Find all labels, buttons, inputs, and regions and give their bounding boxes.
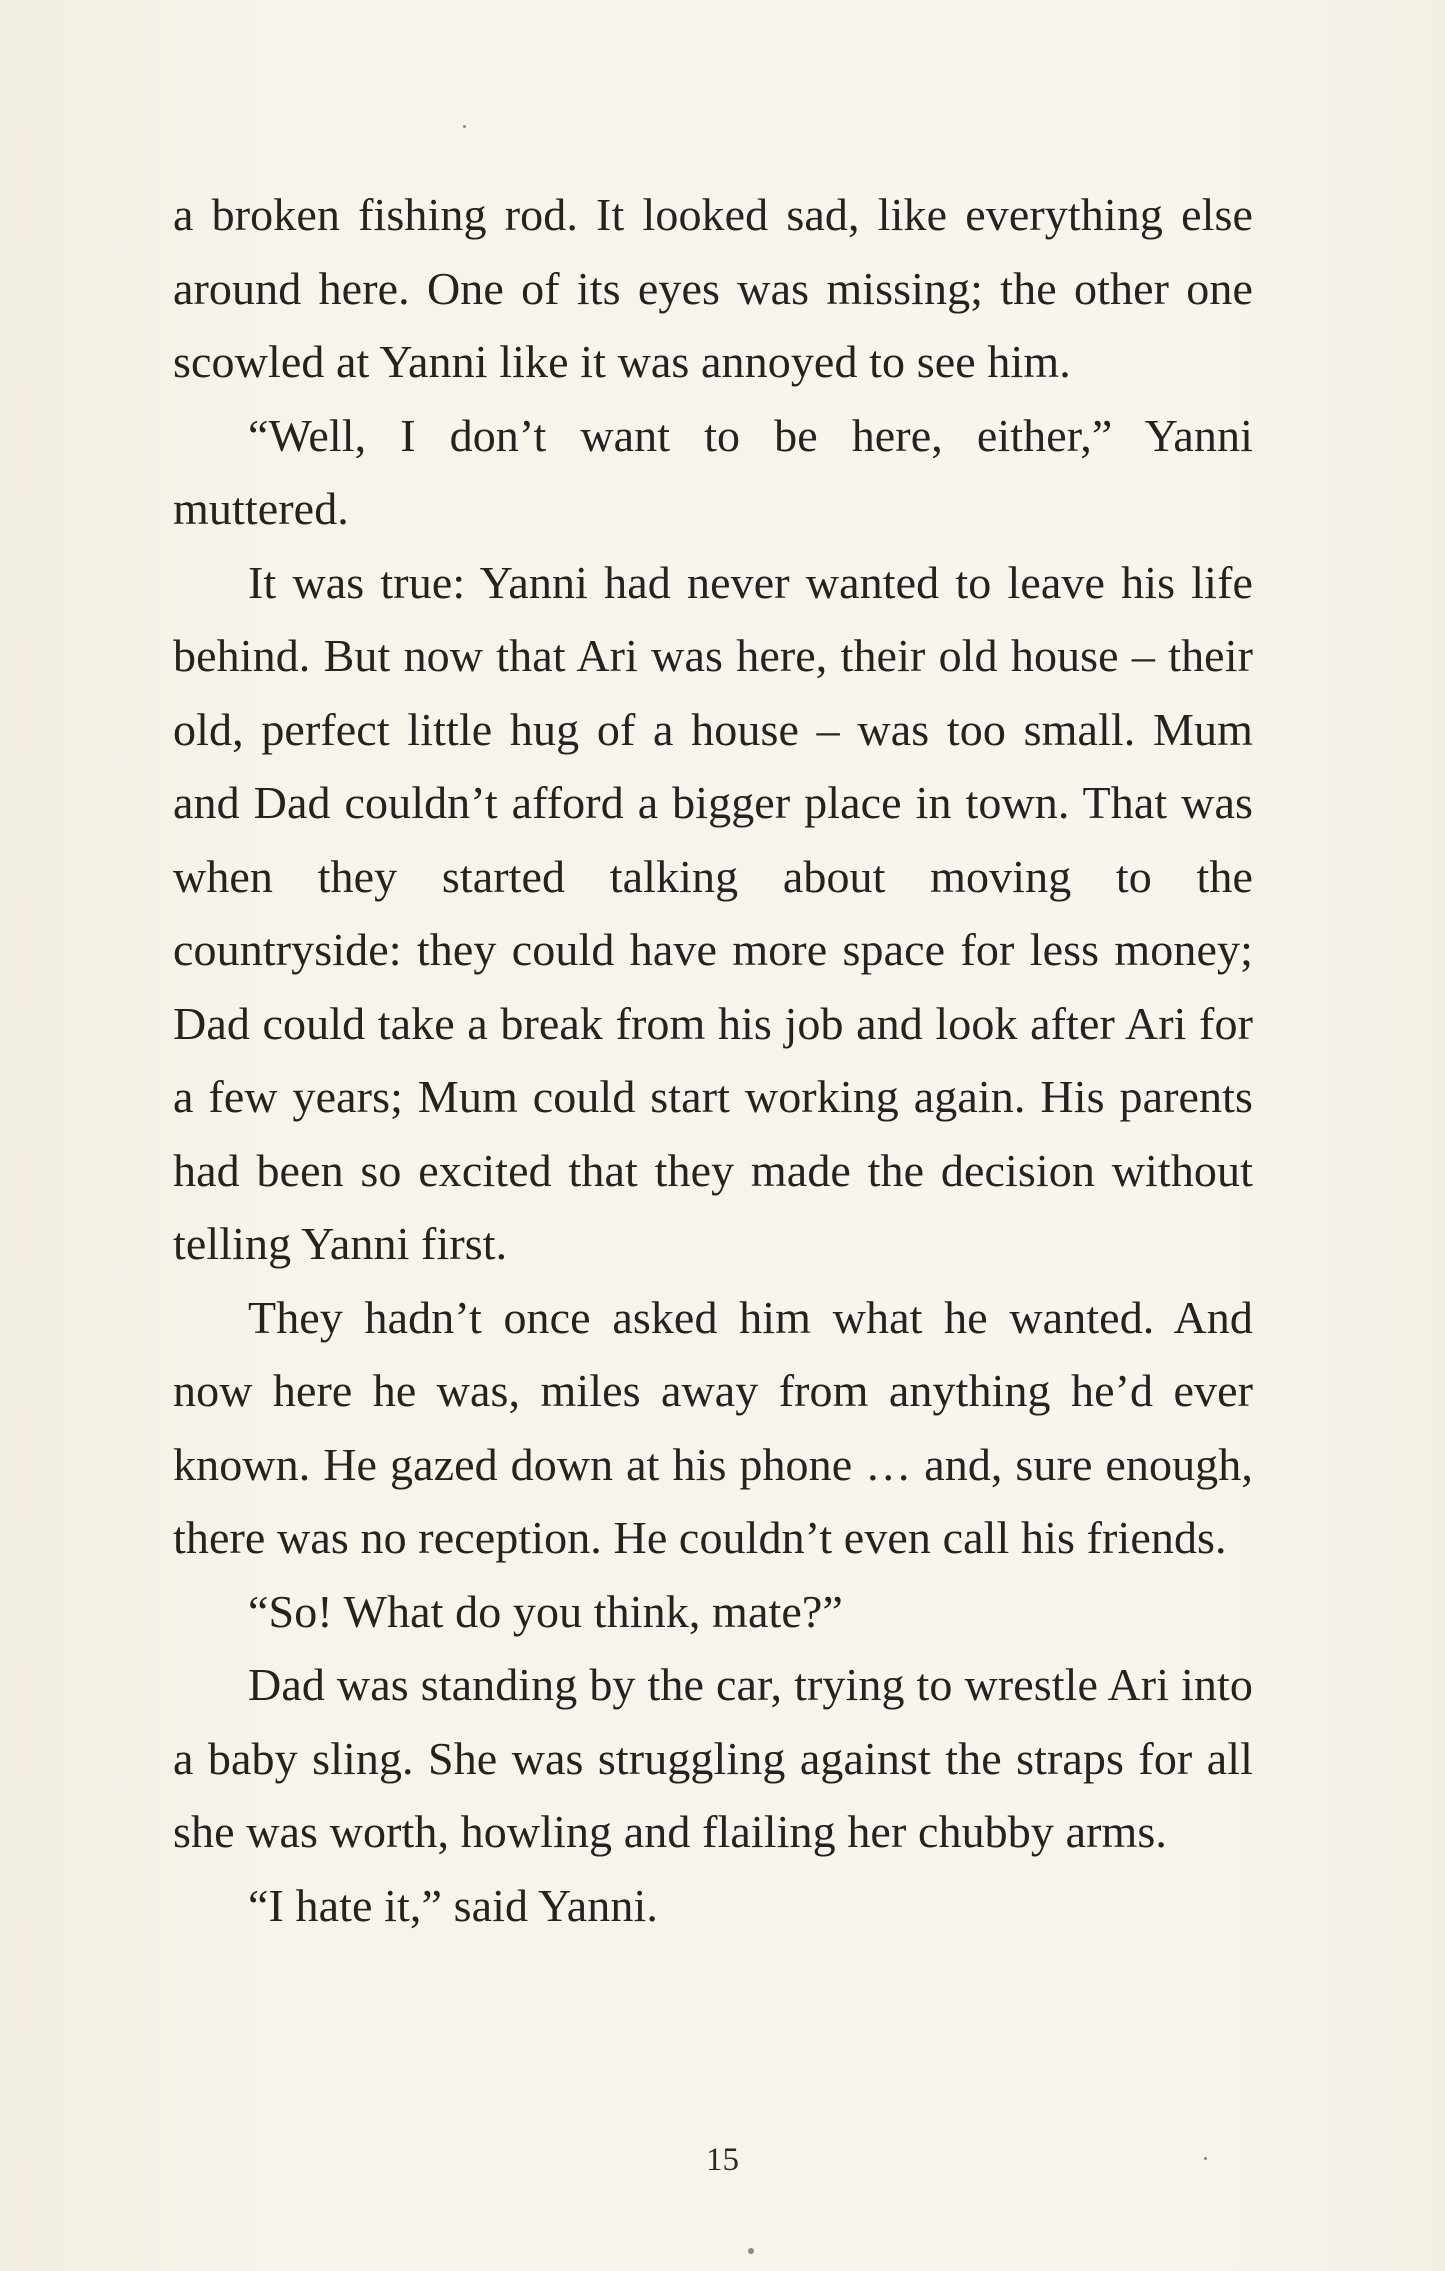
scan-speck xyxy=(463,125,466,128)
paragraph-7: “I hate it,” said Yanni. xyxy=(248,1879,658,1931)
paragraph-2: “Well, I don’t want to be here, either,” Yanni muttered. xyxy=(173,409,1253,534)
body-text xyxy=(173,178,1253,1942)
paragraph-6: Dad was standing by the car, trying to wrestle Ari into a baby sling. She was struggling against the straps for all she was worth, howling and flailing her chubby arms. xyxy=(173,1659,1253,1857)
paragraph-5: “So! What do you think, mate?” xyxy=(248,1585,843,1637)
paragraph-1: a broken fishing rod. It looked sad, like everything else around here. One of its eyes was missing; the other one scowled at Yanni like it was annoyed to see him. xyxy=(173,189,1253,387)
paragraph-4: They hadn’t once asked him what he wanted. And now here he was, miles away from anything he’d ever known. He gazed down at his phone … and, sure enough, there was no reception. He couldn’t even call his friends. xyxy=(173,1291,1253,1563)
page-number: 15 xyxy=(706,2142,739,2178)
scan-speck xyxy=(1204,2157,1207,2160)
paragraph-3: It was true: Yanni had never wanted to leave his life behind. But now that Ari was here, their old house – their old, perfect little hug of a house – was too small. Mum and Dad couldn’t afford a bigger place in town. That was when they started talking about moving to the countryside: they could have more space for less money; Dad could take a break from his job and look after Ari for a few years; Mum could start working again. His parents had been so excited that they made the decision without telling Yanni first. xyxy=(173,556,1253,1269)
scan-speck xyxy=(748,2248,754,2254)
